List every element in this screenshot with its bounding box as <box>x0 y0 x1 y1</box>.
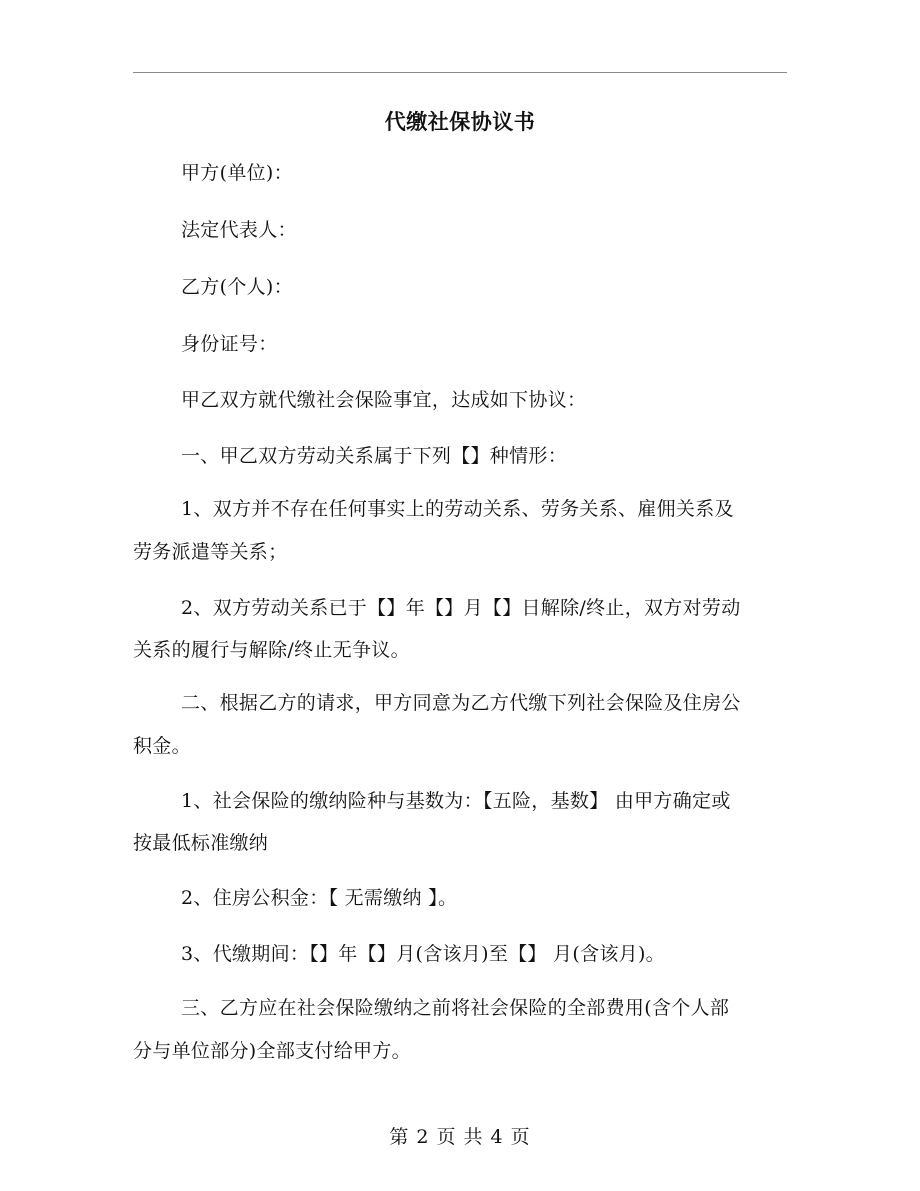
document-title: 代缴社保协议书 <box>384 109 536 134</box>
page-indicator: 第 2 页 共 4 页 <box>389 1126 531 1148</box>
party-a-line: 甲方(单位)： <box>181 162 293 184</box>
clause1-item1-line2: 劳务派遣等关系； <box>133 541 288 563</box>
party-b-line: 乙方(个人)： <box>181 276 293 298</box>
intro-paragraph: 甲乙双方就代缴社会保险事宜，达成如下协议： <box>181 389 587 411</box>
header-divider <box>133 72 787 73</box>
clause1-item1-line1: 1、双方并不存在任何事实上的劳动关系、劳务关系、雇佣关系及 <box>181 498 734 520</box>
clause2-item2: 2、住房公积金：【 无需缴纳 】。 <box>181 887 458 909</box>
clause1-item2-line1: 2、双方劳动关系已于【】年【】月【】日解除/终止，双方对劳动 <box>181 597 741 619</box>
clause2-item1-line2: 按最低标准缴纳 <box>133 832 269 854</box>
clause2-item1-line1: 1、社会保险的缴纳险种与基数为：【五险，基数】 由甲方确定或 <box>181 790 731 812</box>
clause2-heading-line1: 二、根据乙方的请求，甲方同意为乙方代缴下列社会保险及住房公 <box>181 692 741 714</box>
clause2-heading-line2: 积金。 <box>133 735 191 757</box>
clause1-heading: 一、甲乙双方劳动关系属于下列【】种情形： <box>181 445 568 467</box>
clause1-item2-line2: 关系的履行与解除/终止无争议。 <box>133 639 410 661</box>
id-number-line: 身份证号： <box>181 333 278 355</box>
clause2-item3: 3、代缴期间：【】年【】月(含该月)至【】 月(含该月)。 <box>181 943 665 965</box>
clause3-line2: 分与单位部分)全部支付给甲方。 <box>133 1040 411 1062</box>
clause3-line1: 三、乙方应在社会保险缴纳之前将社会保险的全部费用(含个人部 <box>181 997 730 1019</box>
legal-rep-line: 法定代表人： <box>181 219 297 241</box>
